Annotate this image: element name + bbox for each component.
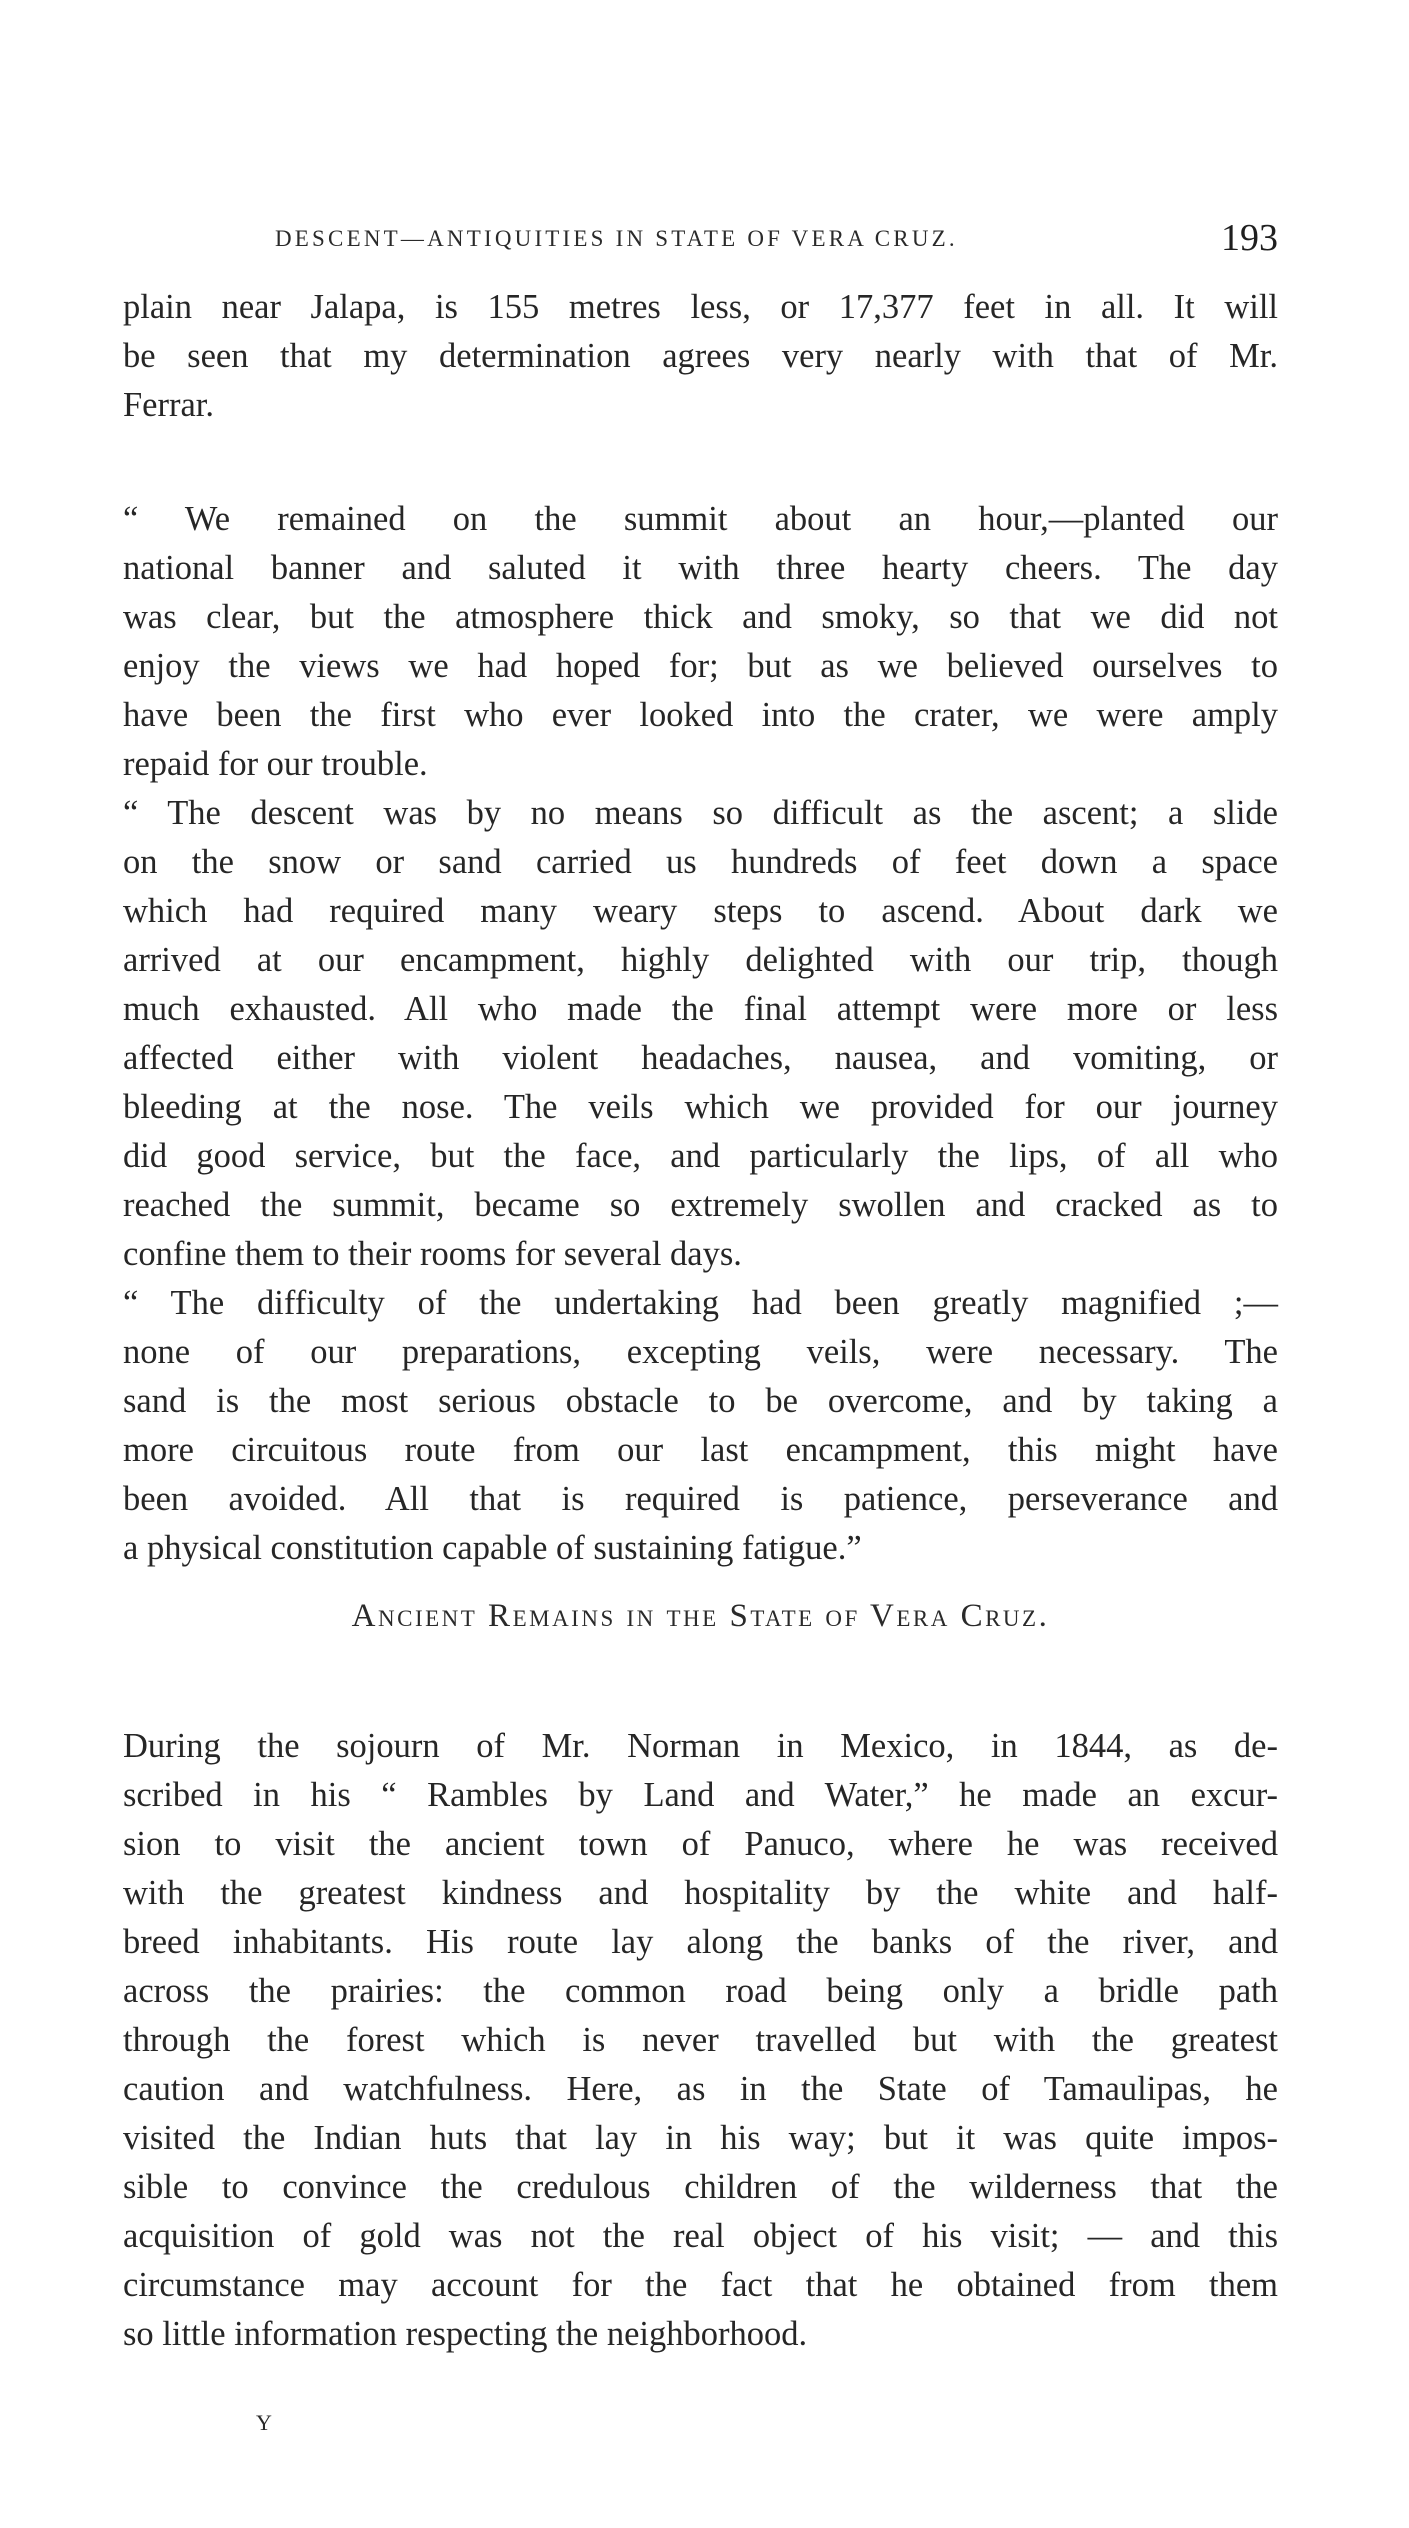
text-line: Ferrar. (123, 386, 215, 424)
text-line: repaid for our trouble. (123, 745, 428, 783)
text-line: did good service, but the face, and particularly the lips, of all who (123, 1137, 1278, 1175)
text-line: reached the summit, became so extremely swollen and cracked as to (123, 1186, 1278, 1224)
text-line: “ We remained on the summit about an hour,—planted our (123, 500, 1278, 538)
text-line: caution and watchfulness. Here, as in the State of Tamaulipas, he (123, 2070, 1278, 2108)
text-line: through the forest which is never travelled but with the greatest (123, 2021, 1278, 2059)
text-line: arrived at our encampment, highly delighted with our trip, though (123, 941, 1278, 979)
text-line: affected either with violent headaches, nausea, and vomiting, or (123, 1039, 1278, 1077)
text-line: much exhausted. All who made the final attempt were more or less (123, 990, 1278, 1028)
text-line: sion to visit the ancient town of Panuco, where he was received (123, 1825, 1278, 1863)
text-line: none of our preparations, excepting veils, were necessary. The (123, 1333, 1278, 1371)
text-line: which had required many weary steps to ascend. About dark we (123, 892, 1278, 930)
text-line: sand is the most serious obstacle to be overcome, and by taking a (123, 1382, 1278, 1420)
text-line: “ The descent was by no means so difficult as the ascent; a slide (123, 794, 1278, 832)
text-line: more circuitous route from our last encampment, this might have (123, 1431, 1278, 1469)
text-line: scribed in his “ Rambles by Land and Water,” he made an excur- (123, 1776, 1278, 1814)
page-number: 193 (1221, 217, 1278, 259)
text-line: During the sojourn of Mr. Norman in Mexico, in 1844, as de- (123, 1727, 1278, 1765)
text-line: “ The difficulty of the undertaking had been greatly magnified ;— (123, 1284, 1278, 1322)
text-line: so little information respecting the neighborhood. (123, 2315, 808, 2353)
text-line: confine them to their rooms for several days. (123, 1235, 742, 1273)
text-line: national banner and saluted it with three hearty cheers. The day (123, 549, 1278, 587)
text-line: across the prairies: the common road being only a bridle path (123, 1972, 1278, 2010)
text-line: breed inhabitants. His route lay along the banks of the river, and (123, 1923, 1278, 1961)
text-line: plain near Jalapa, is 155 metres less, or 17,377 feet in all. It will (123, 288, 1278, 326)
text-line: circumstance may account for the fact that he obtained from them (123, 2266, 1278, 2304)
section-heading: Ancient Remains in the State of Vera Cruz. (351, 1598, 1050, 1634)
text-line: was clear, but the atmosphere thick and smoky, so that we did not (123, 598, 1278, 636)
text-line: with the greatest kindness and hospitality by the white and half- (123, 1874, 1278, 1912)
text-line: bleeding at the nose. The veils which we provided for our journey (123, 1088, 1278, 1126)
text-line: have been the first who ever looked into the crater, we were amply (123, 696, 1278, 734)
text-line: a physical constitution capable of sustaining fatigue.” (123, 1529, 862, 1567)
text-line: on the snow or sand carried us hundreds of feet down a space (123, 843, 1278, 881)
running-head (275, 216, 1278, 266)
text-line: sible to convince the credulous children of the wilderness that the (123, 2168, 1278, 2206)
text-line: enjoy the views we had hoped for; but as we believed ourselves to (123, 647, 1278, 685)
text-line: acquisition of gold was not the real object of his visit; — and this (123, 2217, 1278, 2255)
text-line: been avoided. All that is required is patience, perseverance and (123, 1480, 1278, 1518)
text-line: be seen that my determination agrees very nearly with that of Mr. (123, 337, 1278, 375)
text-line: visited the Indian huts that lay in his way; but it was quite impos- (123, 2119, 1278, 2157)
running-title: DESCENT—ANTIQUITIES IN STATE OF VERA CRUZ. (275, 226, 958, 251)
signature-mark: Y (256, 2410, 272, 2435)
